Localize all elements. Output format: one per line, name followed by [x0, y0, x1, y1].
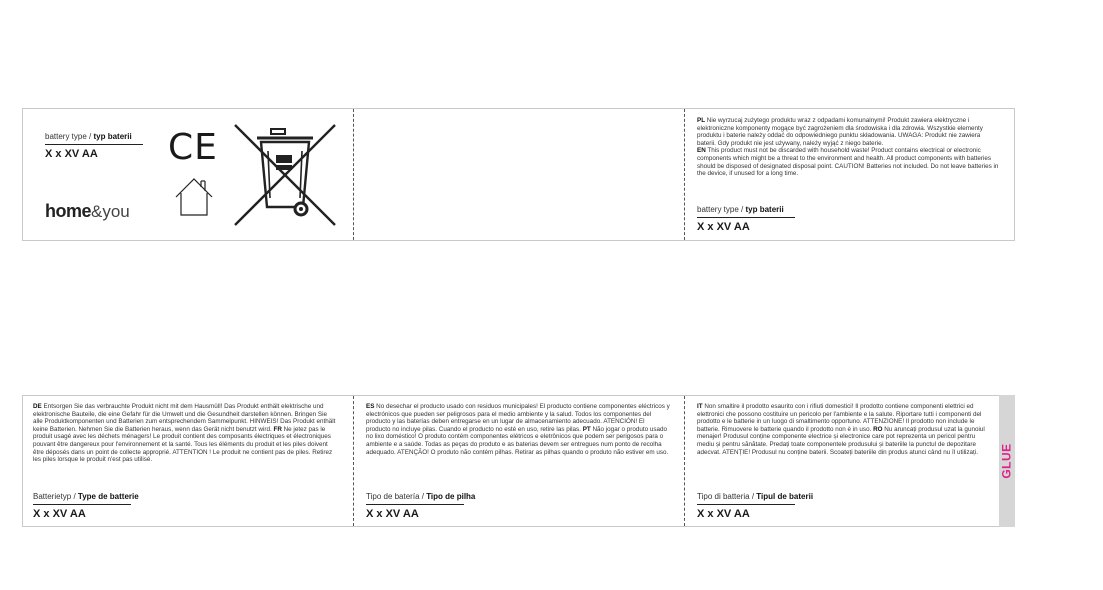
divider — [366, 504, 464, 505]
glue-label: GLUE — [1000, 443, 1014, 479]
battery-type-value: X x XV AA — [366, 508, 419, 520]
home-and-you-logo: home&you — [45, 201, 130, 221]
ce-mark-icon: CE — [168, 127, 218, 168]
battery-type-label: Tipo de batería / Tipo de pilha — [366, 492, 476, 501]
battery-type-value: X x XV AA — [45, 148, 98, 160]
disposal-text-pl-en: PL Nie wyrzucaj zużytego produktu wraz z odpadami komunalnymi! Produkt zawiera elektryczne i elektroniczne komponenty mogące być zagrożeniem dla środowiska i dla zdrowia. Wszystkie elementy produktu i baterie należy oddać do odpowiedniego punktu składowania. UWAGA: Produkt nie zawiera baterii. Gdy produkt nie jest używany, należy wyjąć z niego baterie. EN This product must not be discarded with household waste! Product contains electrical or electronic components which might be a threat to the environment and health. All product components with batteries should be disposed of designated disposal point. CAUTION! Batteries not included. Do not leave batteries in the device, if unused for a long time. — [697, 117, 999, 178]
divider — [45, 144, 143, 145]
battery-type-label: Batterietyp / Type de batterie — [33, 492, 139, 501]
battery-type-label: battery type / typ baterii — [45, 132, 132, 141]
house-icon — [174, 177, 214, 217]
crossed-out-wheelie-bin-icon — [233, 123, 337, 227]
fold-line — [353, 396, 354, 526]
battery-type-value: X x XV AA — [697, 221, 750, 233]
fold-line — [684, 396, 685, 526]
divider — [697, 504, 795, 505]
fold-line — [684, 109, 685, 240]
battery-type-value: X x XV AA — [697, 508, 750, 520]
divider — [697, 217, 795, 218]
disposal-text-it-ro: IT Non smaltire il prodotto esaurito con i rifiuti domestici! Il prodotto contiene componenti elettrici ed elettronici che possono costituire un pericolo per l'ambiente e la salute. Riportare tutti i componenti del prodotto e le batterie in un luogo di smaltimento opportuno. ATTENZIONE! Il prodotto non include le batterie. Rimuovere le batterie quando il prodotto non è in uso. RO Nu aruncați produsul uzat la gunoiul menajer! Produsul conține componente electrice și electronice care pot reprezenta un pericol pentru mediu și pentru sănătate. Predați toate componentele produsului și bateriile la punctul de depozitare adecvat. ATENȚIE! Produsul nu conține baterii. Scoateți bateriile din produs atunci când nu îl utilizați. — [697, 403, 985, 456]
battery-type-value: X x XV AA — [33, 508, 86, 520]
fold-line — [353, 109, 354, 240]
disposal-text-es-pt: ES No desechar el producto usado con residuos municipales! El producto contiene componentes eléctricos y electrónicos que pueden ser peligrosos para el medio ambiente y la salud. Todos los componentes del producto y las baterías deben entregarse en un lugar de almacenamiento adecuado. ATENCIÓN! El producto no incluye pilas. Cuando el producto no esté en uso, retire las pilas. PT Não jogar o produto usado no lixo doméstico! O produto contém componentes elétricos e eletrônicos que podem ser perigosos para o ambiente e a saúde. Todas as peças do produto e as baterias devem ser entregues num ponto de recolha adequado. ATENÇÃO! O produto não contém pilhas. Retirar as pilhas quando o produto não estiver em uso. — [366, 403, 670, 456]
battery-type-label: Tipo di batteria / Tipul de baterii — [697, 492, 814, 501]
divider — [33, 504, 131, 505]
battery-type-label: battery type / typ baterii — [697, 205, 784, 214]
disposal-text-de-fr: DE Entsorgen Sie das verbrauchte Produkt nicht mit dem Hausmüll! Das Produkt enthält elektrische und elektronische Bauteile, die eine Gefahr für die Umwelt und die Gesundheit darstellen können. Bringen Sie alle Produktkomponenten und Batterien zum entsprechendem Sammelpunkt. HINWEIS! Das Produkt enthält keine Batterien. Nehmen Sie die Batterien heraus, wenn das Gerät nicht benutzt wird. FR Ne jetez pas le produit usagé avec les déchets ménagers! Le produit contient des composants électriques et électroniques pouvant être dangereux pour l'environnement et la santé. Tous les éléments du produit et les piles doivent être déposés dans un point de collecte approprié. ATTENTION ! Le produit ne contient pas de piles. Retirez les piles lorsque le produit n'est pas utilisé. — [33, 403, 336, 464]
